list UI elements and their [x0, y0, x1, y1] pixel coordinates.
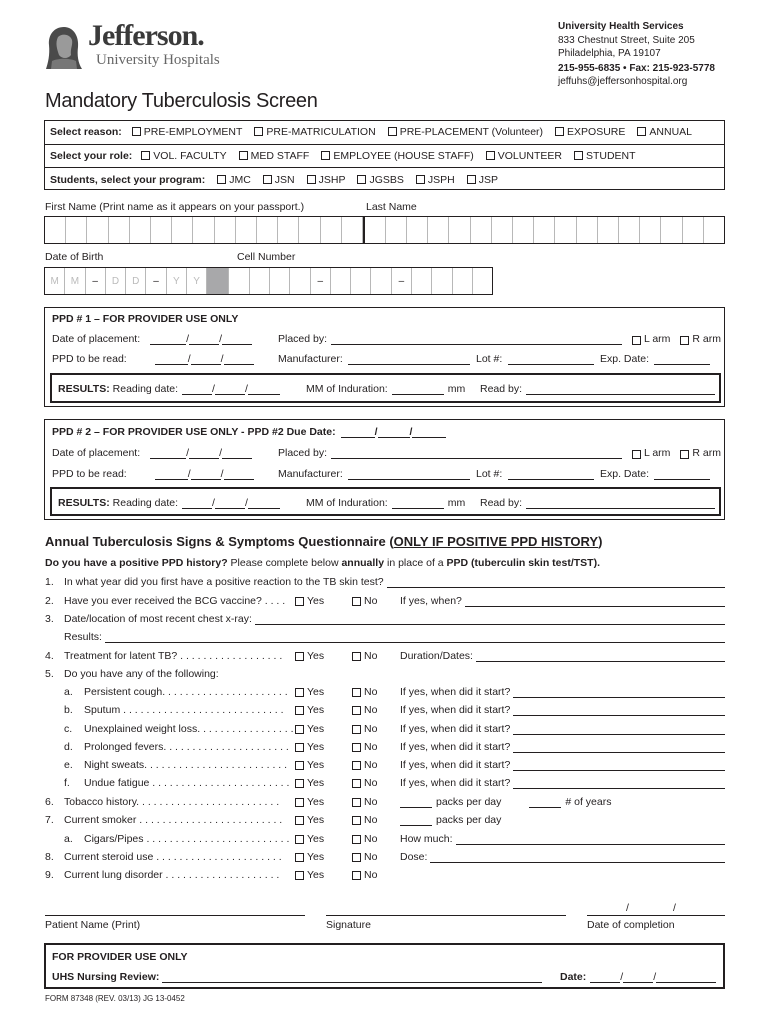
ppd2-results: RESULTS: Reading date: / / MM of Induration: mm Read by:: [50, 487, 721, 516]
checkbox[interactable]: [321, 151, 330, 160]
dob-d[interactable]: D: [106, 268, 126, 294]
phone-fax: 215-955-6835 • Fax: 215-923-5778: [558, 62, 715, 74]
date-slash: /: [626, 902, 629, 914]
question-1: 1. In what year did you first have a positive reaction to the TB skin test?: [45, 574, 725, 588]
first-name-label: First Name (Print name as it appears on your passport.): [45, 201, 305, 213]
program-row: [45, 168, 724, 192]
program-option-jsp[interactable]: JSP: [467, 174, 498, 186]
no-checkbox[interactable]: [352, 761, 361, 770]
ppd2-placed-by: Placed by: L arm R arm: [278, 447, 721, 459]
yes-checkbox[interactable]: [295, 761, 304, 770]
no-checkbox[interactable]: [352, 652, 361, 661]
logo-name: Jefferson.: [88, 19, 204, 52]
reason-option-exposure[interactable]: EXPOSURE: [555, 126, 625, 138]
ppd1-lot: Lot #:: [476, 353, 594, 365]
yes-checkbox[interactable]: [295, 652, 304, 661]
address-block: [558, 20, 768, 89]
yes-checkbox[interactable]: [295, 816, 304, 825]
role-option-employee[interactable]: EMPLOYEE (HOUSE STAFF): [321, 150, 473, 162]
role-label: Select your role:: [50, 149, 133, 162]
yes-checkbox[interactable]: [295, 779, 304, 788]
ppd2-placement: Date of placement: / /: [52, 447, 252, 459]
provider-box: [44, 943, 725, 989]
checkbox[interactable]: [416, 175, 425, 184]
dob-m[interactable]: M: [65, 268, 85, 294]
dob-y[interactable]: Y: [167, 268, 187, 294]
last-name-label: Last Name: [366, 201, 417, 213]
dob-m[interactable]: M: [45, 268, 65, 294]
signature-field[interactable]: Signature: [326, 915, 566, 931]
program-label: Students, select your program:: [50, 173, 206, 186]
annual-intro: Do you have a positive PPD history? Please complete below annually in place of a PPD (tuberculin skin test/TST).: [45, 557, 600, 569]
question-5e: e. Night sweats. . . . . . . . . . . . . . . . . . . . . . . . . Yes No If yes, when did it start?: [45, 757, 725, 771]
program-option-jmc[interactable]: JMC: [217, 174, 251, 186]
reason-option-pre-employment[interactable]: PRE-EMPLOYMENT: [132, 126, 243, 138]
question-6: 6. Tobacco history. . . . . . . . . . . . . . . . . . . . . . . . . Yes No packs per day # of years: [45, 796, 612, 808]
yes-checkbox[interactable]: [295, 743, 304, 752]
annual-title: Annual Tuberculosis Signs & Symptoms Questionnaire (ONLY IF POSITIVE PPD HISTORY): [45, 534, 603, 549]
ppd2-box: [44, 419, 725, 520]
checkbox[interactable]: [263, 175, 272, 184]
role-option-vol-faculty[interactable]: VOL. FACULTY: [141, 150, 226, 162]
checkbox[interactable]: [307, 175, 316, 184]
program-option-jshp[interactable]: JSHP: [307, 174, 346, 186]
r-arm-checkbox[interactable]: [680, 336, 689, 345]
patient-name-field[interactable]: Patient Name (Print): [45, 915, 305, 931]
provider-title: FOR PROVIDER USE ONLY: [52, 951, 188, 963]
yes-checkbox[interactable]: [295, 597, 304, 606]
dept-name: University Health Services: [558, 21, 684, 32]
no-checkbox[interactable]: [352, 725, 361, 734]
question-7a: a. Cigars/Pipes . . . . . . . . . . . . . . . . . . . . . . . . . Yes No How much:: [45, 831, 725, 845]
cell-dash: –: [392, 268, 412, 294]
role-option-student[interactable]: STUDENT: [574, 150, 636, 162]
checkbox[interactable]: [132, 127, 141, 136]
question-9: 9. Current lung disorder . . . . . . . . . . . . . . . . . . . . Yes No: [45, 869, 378, 881]
date-completion-field[interactable]: Date of completion: [587, 915, 725, 931]
no-checkbox[interactable]: [352, 853, 361, 862]
page-title: Mandatory Tuberculosis Screen: [45, 90, 318, 112]
no-checkbox[interactable]: [352, 835, 361, 844]
yes-checkbox[interactable]: [295, 706, 304, 715]
question-7: 7. Current smoker . . . . . . . . . . . . . . . . . . . . . . . . . Yes No packs per day: [45, 814, 502, 826]
checkbox[interactable]: [555, 127, 564, 136]
checkbox[interactable]: [217, 175, 226, 184]
question-5: 5. Do you have any of the following:: [45, 668, 219, 680]
checkbox[interactable]: [388, 127, 397, 136]
ppd1-title: PPD # 1 – FOR PROVIDER USE ONLY: [52, 313, 239, 325]
checkbox[interactable]: [254, 127, 263, 136]
ppd1-manufacturer: Manufacturer:: [278, 353, 470, 365]
checkbox[interactable]: [239, 151, 248, 160]
program-option-jsn[interactable]: JSN: [263, 174, 295, 186]
address-line-2: Philadelphia, PA 19107: [558, 48, 661, 59]
checkbox[interactable]: [141, 151, 150, 160]
form-number: FORM 87348 (REV. 03/13) JG 13-0452: [45, 994, 185, 1003]
question-5d: d. Prolonged fevers. . . . . . . . . . . . . . . . . . . . . . Yes No If yes, when did it start?: [45, 739, 725, 753]
ppd1-to-read: PPD to be read: / /: [52, 353, 254, 365]
no-checkbox[interactable]: [352, 597, 361, 606]
reason-option-annual[interactable]: ANNUAL: [637, 126, 692, 138]
ppd1-placed-by: Placed by: L arm R arm: [278, 333, 721, 345]
dob-label: Date of Birth: [45, 251, 104, 263]
address-line-1: 833 Chestnut Street, Suite 205: [558, 34, 695, 46]
selection-box: [44, 120, 725, 190]
program-option-jsph[interactable]: JSPH: [416, 174, 455, 186]
ppd2-title: PPD # 2 – FOR PROVIDER USE ONLY - PPD #2 Due Date: / /: [52, 426, 446, 438]
cell-label: Cell Number: [237, 251, 296, 263]
no-checkbox[interactable]: [352, 706, 361, 715]
reason-row: [45, 121, 724, 145]
dob-dash: –: [146, 268, 166, 294]
question-5f: f. Undue fatigue . . . . . . . . . . . . . . . . . . . . . . . . Yes No If yes, when did it start?: [45, 775, 725, 789]
r-arm-checkbox[interactable]: [680, 450, 689, 459]
reason-option-pre-matriculation[interactable]: PRE-MATRICULATION: [254, 126, 375, 138]
no-checkbox[interactable]: [352, 688, 361, 697]
question-3-results: Results:: [45, 629, 725, 643]
role-row: [45, 145, 724, 169]
yes-checkbox[interactable]: [295, 725, 304, 734]
yes-checkbox[interactable]: [295, 835, 304, 844]
question-8: 8. Current steroid use . . . . . . . . . . . . . . . . . . . . . . Yes No Dose:: [45, 849, 725, 863]
checkbox[interactable]: [574, 151, 583, 160]
logo-subtitle: University Hospitals: [96, 52, 220, 68]
yes-checkbox[interactable]: [295, 798, 304, 807]
provider-date-field[interactable]: Date: / /: [560, 971, 716, 983]
dob-cell-grid[interactable]: [44, 267, 493, 295]
checkbox[interactable]: [357, 175, 366, 184]
date-slash: /: [673, 902, 676, 914]
no-checkbox[interactable]: [352, 816, 361, 825]
no-checkbox[interactable]: [352, 743, 361, 752]
ppd1-results: RESULTS: Reading date: / / MM of Induration: mm Read by:: [50, 373, 721, 403]
ppd2-lot: Lot #:: [476, 468, 594, 480]
jefferson-logo-icon: [44, 25, 84, 71]
program-option-jgsbs[interactable]: JGSBS: [357, 174, 403, 186]
checkbox[interactable]: [467, 175, 476, 184]
ppd1-exp: Exp. Date:: [600, 353, 710, 365]
nursing-review-field[interactable]: UHS Nursing Review:: [52, 971, 542, 983]
reason-label: Select reason:: [50, 126, 122, 139]
l-arm-checkbox[interactable]: [632, 450, 641, 459]
reason-option-pre-placement[interactable]: PRE-PLACEMENT (Volunteer): [388, 126, 543, 138]
dob-y[interactable]: Y: [187, 268, 207, 294]
no-checkbox[interactable]: [352, 779, 361, 788]
role-option-volunteer[interactable]: VOLUNTEER: [486, 150, 562, 162]
question-5a: a. Persistent cough. . . . . . . . . . . . . . . . . . . . . . Yes No If yes, when did it start?: [45, 684, 725, 698]
yes-checkbox[interactable]: [295, 688, 304, 697]
name-input-grid[interactable]: [44, 216, 725, 244]
question-3: 3. Date/location of most recent chest x-ray:: [45, 611, 725, 625]
l-arm-checkbox[interactable]: [632, 336, 641, 345]
role-option-med-staff[interactable]: MED STAFF: [239, 150, 310, 162]
question-5c: c. Unexplained weight loss. . . . . . . . . . . . . . . . . Yes No If yes, when did it start?: [45, 721, 725, 735]
yes-checkbox[interactable]: [295, 853, 304, 862]
checkbox[interactable]: [486, 151, 495, 160]
question-2: 2. Have you ever received the BCG vaccine? . . . . Yes No If yes, when?: [45, 593, 725, 607]
question-5b: b. Sputum . . . . . . . . . . . . . . . . . . . . . . . . . . . . Yes No If yes, when did it start?: [45, 702, 725, 716]
no-checkbox[interactable]: [352, 871, 361, 880]
question-4: 4. Treatment for latent TB? . . . . . . . . . . . . . . . . . . Yes No Duration/Dates:: [45, 648, 725, 662]
cell-dash: –: [311, 268, 331, 294]
grid-spacer: [207, 268, 229, 294]
no-checkbox[interactable]: [352, 798, 361, 807]
ppd2-to-read: PPD to be read: / /: [52, 468, 254, 480]
dob-dash: –: [86, 268, 106, 294]
dob-d[interactable]: D: [126, 268, 146, 294]
ppd2-exp: Exp. Date:: [600, 468, 710, 480]
checkbox[interactable]: [637, 127, 646, 136]
ppd2-manufacturer: Manufacturer:: [278, 468, 470, 480]
ppd1-box: [44, 307, 725, 407]
ppd1-placement: Date of placement: / /: [52, 333, 252, 345]
yes-checkbox[interactable]: [295, 871, 304, 880]
email: jeffuhs@jeffersonhospital.org: [558, 76, 688, 87]
